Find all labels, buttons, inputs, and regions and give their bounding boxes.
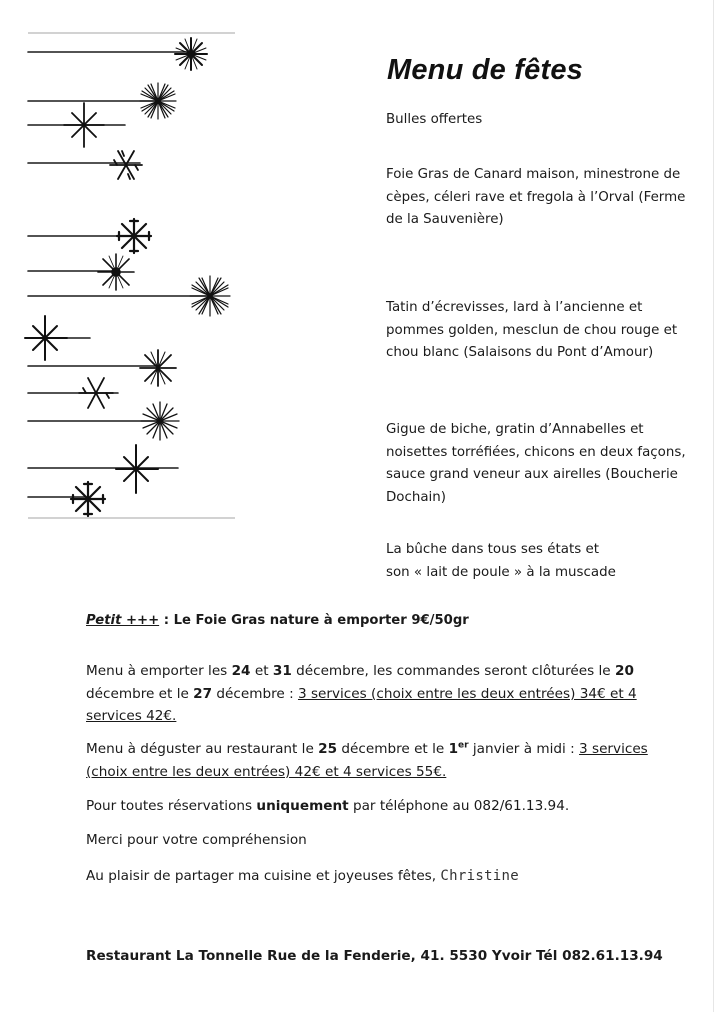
reservation-emphasis: uniquement xyxy=(256,798,349,814)
takeaway-info xyxy=(86,660,686,728)
takeaway-text: décembre, les commandes seront clôturées le xyxy=(291,663,615,679)
takeaway-text: et xyxy=(250,663,273,679)
snowflake-icon xyxy=(71,482,105,516)
snowflake-icon xyxy=(110,151,142,179)
menu-entree-2: Tatin d’écrevisses, lard à l’ancienne et pommes golden, mesclun de chou rouge et chou blanc (Salaisons du Pont d’Amour) xyxy=(386,300,678,361)
snowflake-icon xyxy=(141,402,179,440)
petit-extra xyxy=(86,610,686,633)
restaurant-date-suffix: er xyxy=(458,740,469,751)
page-title: Menu de fêtes xyxy=(387,54,583,86)
footer-address: Restaurant La Tonnelle Rue de la Fenderie, 41. 5530 Yvoir Tél 082.61.13.94 xyxy=(86,948,663,964)
restaurant-text: Menu à déguster au restaurant le xyxy=(86,741,319,757)
reservation-text: Pour toutes réservations xyxy=(86,798,257,814)
snowflake-icon xyxy=(140,83,176,119)
snowflake-icon xyxy=(175,38,207,70)
restaurant-info xyxy=(86,738,686,783)
takeaway-text: décembre : xyxy=(212,685,298,702)
closing-text: Au plaisir de partager ma cuisine et joyeuses fêtes, xyxy=(86,868,441,884)
signature: Christine xyxy=(440,868,519,884)
takeaway-date: 24 xyxy=(231,663,251,679)
petit-text: : Le Foie Gras nature à emporter 9€/50gr xyxy=(159,613,469,628)
menu-main-course: Gigue de biche, gratin d’Annabelles et noisettes torréfiées, chicons en deux façons, sauce grand veneur aux airelles (Boucherie Dochain) xyxy=(386,422,686,505)
snowflake-icon xyxy=(79,378,113,408)
takeaway-price: 3 services (choix entre les deux entrées) 34€ et 4 services 42€. xyxy=(86,685,637,724)
snowflake-icon xyxy=(98,254,134,290)
restaurant-price: 3 services (choix entre les deux entrées) 42€ et 4 services 55€. xyxy=(86,741,648,780)
reservation-phone: par téléphone au 082/61.13.94. xyxy=(348,798,570,814)
restaurant-date: 1 xyxy=(448,741,459,757)
reservation-info xyxy=(86,795,686,818)
menu-dessert: La bûche dans tous ses états et son « lait de poule » à la muscade xyxy=(386,542,616,580)
thanks-note: Merci pour votre compréhension xyxy=(86,832,307,848)
petit-label: Petit +++ xyxy=(86,613,160,628)
snowflake-icon xyxy=(190,276,230,316)
takeaway-text: décembre et le xyxy=(86,685,194,702)
menu-entree-1: Foie Gras de Canard maison, minestrone de cèpes, céleri rave et fregola à l’Orval (Ferme de la Sauvenière) xyxy=(386,167,686,228)
takeaway-text: Menu à emporter les xyxy=(86,663,232,679)
snowflake-icon xyxy=(140,350,176,386)
page-edge xyxy=(713,0,714,1012)
snowflake-icon xyxy=(116,445,158,493)
takeaway-date: 20 xyxy=(614,663,634,679)
snowflake-decoration xyxy=(0,0,240,530)
closing-note xyxy=(86,865,686,888)
restaurant-text: janvier à midi : xyxy=(468,741,580,757)
restaurant-date: 25 xyxy=(318,741,338,757)
takeaway-date: 27 xyxy=(193,685,213,702)
snowflake-icon xyxy=(117,219,151,253)
takeaway-date: 31 xyxy=(272,663,292,679)
restaurant-text: décembre et le xyxy=(337,741,449,757)
menu-aperitif: Bulles offertes xyxy=(386,112,483,127)
snowflake-icon xyxy=(25,316,67,360)
snowflake-icon xyxy=(64,103,104,147)
